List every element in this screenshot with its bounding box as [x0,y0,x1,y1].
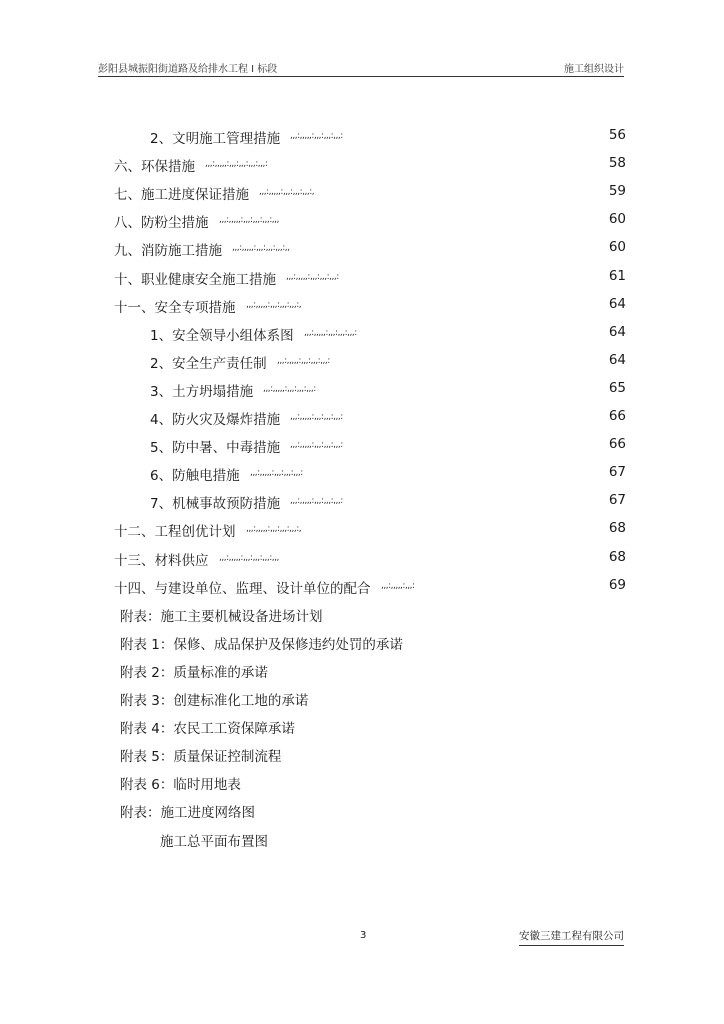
page-header [98,58,624,77]
toc-entry-title: 7、机械事故预防措施 [150,496,281,513]
toc-entry [150,127,626,147]
toc-leader-dots: ,,,:,,,,,:,,,:,,,:,,,: [250,468,303,479]
toc-leader-dots: ,,,:,,,,,:,,,:,,,:,,,:, [246,524,302,535]
toc-entry-page: 56 [608,127,626,143]
toc-entry-title: 九、消防施工措施 [114,243,222,260]
page-footer [98,930,624,944]
attachment-title: 附表：施工进度网络图 [120,805,255,822]
page-number: 3 [360,930,367,941]
toc-entry-page: 67 [608,492,626,509]
toc-entry-title: 八、防粉尘措施 [114,215,209,232]
attachment-title: 附表 2：质量标准的承诺 [120,664,268,681]
toc-entry-title: 十、职业健康安全施工措施 [114,271,276,288]
toc-entry [150,492,626,512]
toc-entry-page: 64 [608,295,626,312]
toc-leader-dots: ,,,:,,,,,:,,,:,,,:,,,:,,, [219,552,279,563]
toc-entry-title: 七、施工进度保证措施 [114,187,249,204]
toc-entry [150,436,626,456]
toc-entry-page: 67 [608,464,626,481]
site-plan-item: 施工总平面布置图 [160,833,268,850]
toc-leader-dots: ,,,:,,,,,:,,,:,,,:,,,: [304,327,357,338]
toc-entry-page: 58 [608,155,626,172]
toc-leader-dots: ,,,:,,,,,:,,,:,,,:,,,:,,, [219,215,279,226]
attachment-title: 附表 4：农民工工资保障承诺 [120,721,295,738]
toc-entry [114,211,626,231]
header-project-title: 彭阳县城振阳街道路及给排水工程 I 标段 [98,64,278,75]
toc-entry [150,324,626,344]
toc-entry-page: 66 [608,436,626,453]
company-name: 安徽三建工程有限公司 [519,928,624,946]
toc-entry-title: 3、土方坍塌措施 [150,383,254,400]
toc-entry-page: 68 [608,548,626,565]
toc-entry [114,183,626,203]
toc-entry-title: 六、环保措施 [114,159,195,176]
toc-entry [150,408,626,428]
attachment-title: 附表 5：质量保证控制流程 [120,749,282,766]
toc-entry [114,239,626,259]
toc-entry-page: 69 [608,576,626,593]
toc-leader-dots: ,,,:,,,,,:,,,:,,,:,,,:,, [232,243,290,254]
toc-entry-title: 1、安全领导小组体系图 [150,327,294,344]
toc-entry-page: 65 [608,379,626,396]
toc-entry [114,155,626,175]
attachment-title: 附表 3：创建标准化工地的承诺 [120,693,309,709]
toc-entry [114,549,626,569]
toc-entry [150,352,626,372]
toc-entry [150,380,626,400]
toc-entry-page: 60 [608,239,626,256]
toc-entry-page: 61 [608,267,626,284]
toc-entry-page: 60 [608,211,626,228]
toc-entry-page: 64 [608,323,626,340]
toc-entry [150,464,626,484]
toc-leader-dots: ,,,:,,,,,:,,,:,,,:,,,: [290,131,343,141]
attachment-title: 附表：施工主要机械设备进场计划 [120,608,323,625]
toc-entry-title: 4、防火灾及爆炸措施 [150,412,281,428]
toc-entry [114,296,626,316]
toc-leader-dots: ,,,:,,,,,:,,,:,,,:,,,: [290,496,343,507]
toc-entry-page: 66 [608,408,626,424]
toc-leader-dots: ,,,:,,,,,:,,,:,,,:,,,:, [259,187,315,198]
attachment-title: 附表 1：保修、成品保护及保修违约处罚的承诺 [120,636,403,653]
toc-entry-title: 十二、工程创优计划 [114,524,236,541]
toc-entry-title: 6、防触电措施 [150,468,240,485]
attachment-title: 附表 6：临时用地表 [120,777,241,794]
toc-entry-title: 十四、与建设单位、监理、设计单位的配合 [114,580,371,597]
toc-entry [114,520,626,540]
toc-entry-page: 64 [608,351,626,368]
toc-entry [114,268,626,288]
toc-entry-page: 59 [608,183,626,200]
toc-entry-title: 十一、安全专项措施 [114,299,236,316]
toc-entry-page: 68 [608,520,626,537]
toc-leader-dots: ,,,:,,,,,:,,,:,,,:,,,: [263,383,316,394]
toc-entry [114,577,626,597]
toc-entry-title: 十三、材料供应 [114,552,209,569]
toc-leader-dots: ,,,:,,,,,:,,,:,,,:,,,: [286,271,339,282]
toc-leader-dots: ,,,:,,,,,:,,,:,,,:,,,: [277,355,330,366]
toc-leader-dots: ,,,:,,,,,:,,,: [381,580,415,591]
toc-entry-title: 5、防中暑、中毒措施 [150,440,281,457]
toc-entry-title: 2、安全生产责任制 [150,355,267,372]
header-document-type: 施工组织设计 [564,64,624,75]
toc-leader-dots: ,,,:,,,,,:,,,:,,,:,,,: [290,440,343,451]
toc-leader-dots: ,,,:,,,,,:,,,:,,,:,,,:,,,: [205,159,268,170]
toc-leader-dots: ,,,:,,,,,:,,,:,,,:,,,:, [246,299,302,310]
toc-entry-title: 2、文明施工管理措施 [150,131,281,147]
toc-leader-dots: ,,,:,,,,,:,,,:,,,:,,,: [290,412,343,422]
